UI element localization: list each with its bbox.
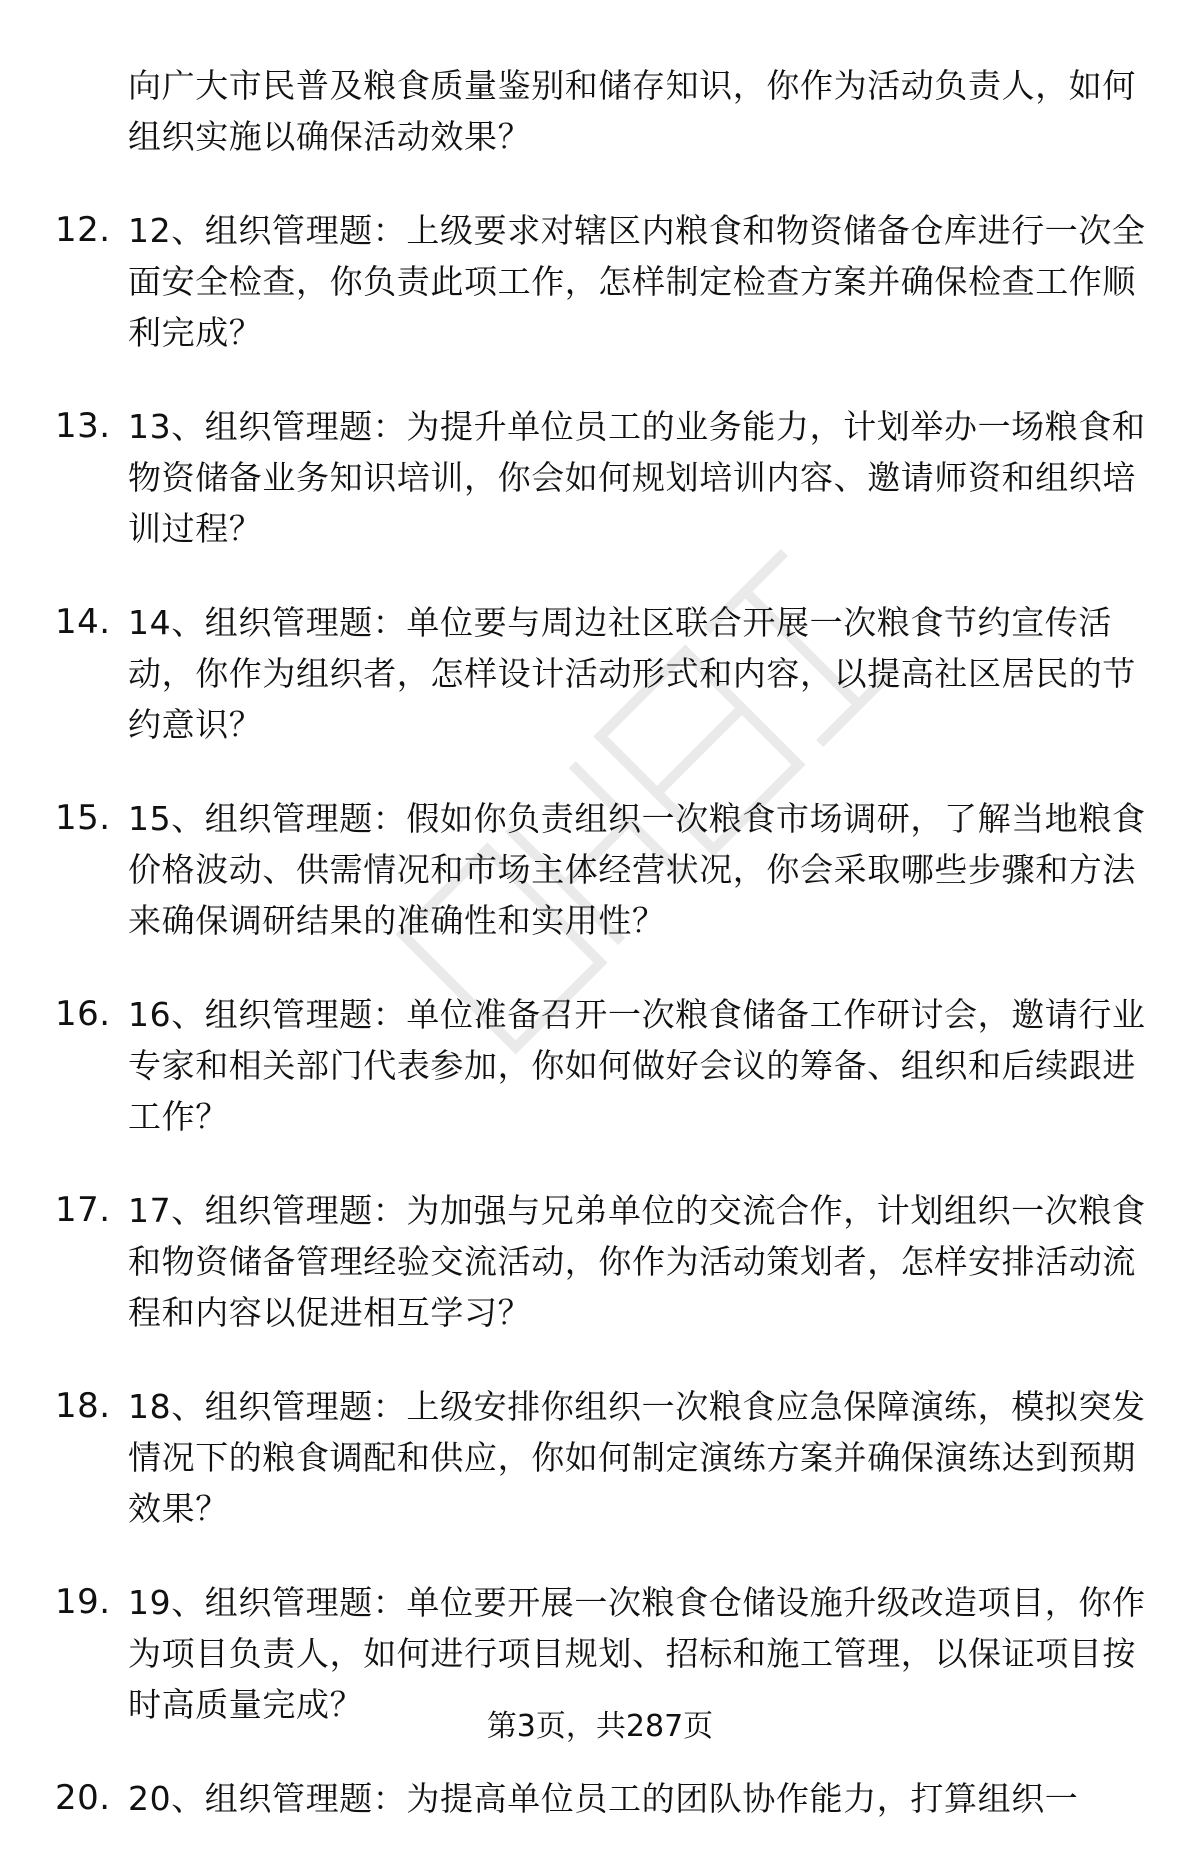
question-text: 19、组织管理题：单位要开展一次粮食仓储设施升级改造项目，你作为项目负责人，如何进行项目规划、招标和施工管理，以保证项目按时高质量完成？ [128,1583,1146,1724]
item-number: 17. [55,1190,111,1230]
question-text: 13、组织管理题：为提升单位员工的业务能力，计划举办一场粮食和物资储备业务知识培训，你会如何规划培训内容、邀请师资和组织培训过程？ [128,407,1146,548]
item-number: 18. [55,1386,111,1426]
list-item [0,401,1200,554]
page-footer: 第3页，共287页 [486,1709,714,1744]
list-item [0,1185,1200,1338]
list-item [0,597,1200,750]
item-number: 19. [55,1582,111,1622]
list-item [0,1381,1200,1534]
question-text: 12、组织管理题：上级要求对辖区内粮食和物资储备仓库进行一次全面安全检查，你负责此项工作，怎样制定检查方案并确保检查工作顺利完成？ [128,211,1146,352]
item-number: 14. [55,602,111,642]
question-text: 17、组织管理题：为加强与兄弟单位的交流合作，计划组织一次粮食和物资储备管理经验交流活动，你作为活动策划者，怎样安排活动流程和内容以促进相互学习？ [128,1191,1146,1332]
item-number: 20. [55,1778,111,1818]
item-number: 12. [55,210,111,250]
list-item [0,793,1200,946]
question-text: 14、组织管理题：单位要与周边社区联合开展一次粮食节约宣传活动，你作为组织者，怎样设计活动形式和内容，以提高社区居民的节约意识？ [128,603,1136,744]
question-text: 18、组织管理题：上级安排你组织一次粮食应急保障演练，模拟突发情况下的粮食调配和供应，你如何制定演练方案并确保演练达到预期效果？ [128,1387,1146,1528]
list-item [0,1773,1200,1824]
question-text: 20、组织管理题：为提高单位员工的团队协作能力，打算组织一 [128,1779,1079,1818]
item-number: 13. [55,406,111,446]
item-number: 16. [55,994,111,1034]
question-list [0,60,1200,1867]
list-item [0,60,1200,162]
question-text: 16、组织管理题：单位准备召开一次粮食储备工作研讨会，邀请行业专家和相关部门代表参加，你如何做好会议的筹备、组织和后续跟进工作？ [128,995,1146,1136]
list-item [0,205,1200,358]
item-number: 15. [55,798,111,838]
list-item [0,989,1200,1142]
question-text: 15、组织管理题：假如你负责组织一次粮食市场调研，了解当地粮食价格波动、供需情况和市场主体经营状况，你会采取哪些步骤和方法来确保调研结果的准确性和实用性？ [128,799,1146,940]
question-continuation-text: 向广大市民普及粮食质量鉴别和储存知识，你作为活动负责人，如何组织实施以确保活动效果？ [128,66,1136,156]
